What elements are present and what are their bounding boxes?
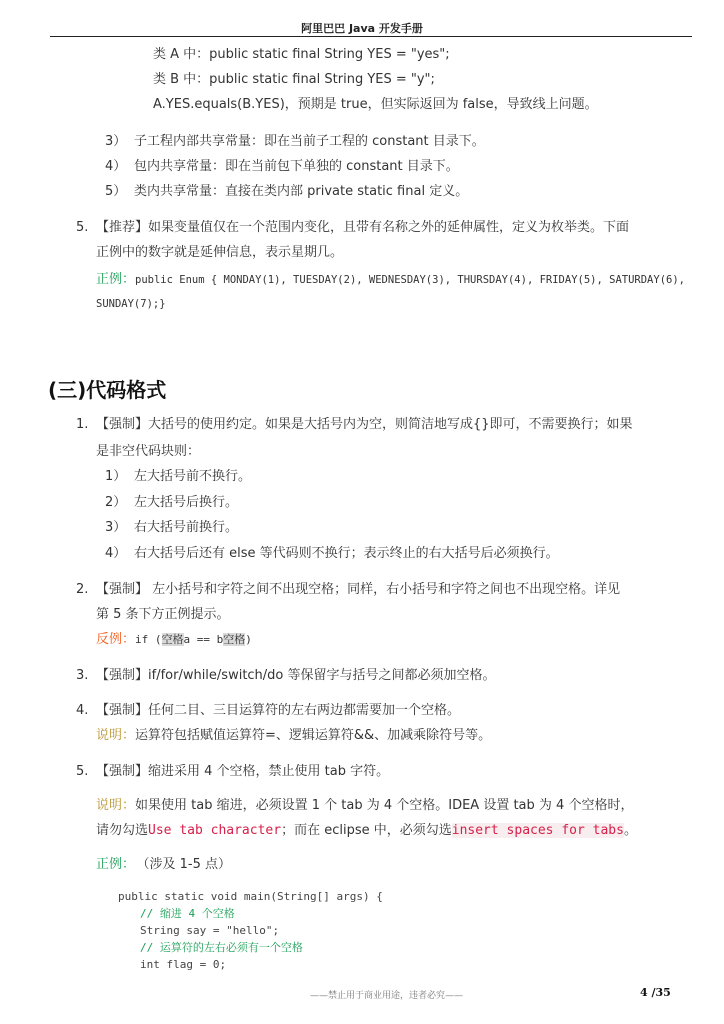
- code-comment: // 运算符的左右必须有一个空格: [140, 941, 303, 954]
- list-item: 包内共享常量：即在当前包下单独的 constant 目录下。: [134, 159, 459, 174]
- note-text: 运算符包括赋值运算符=、逻辑运算符&&、加减乘除符号等。: [135, 728, 492, 743]
- list-item: 类内共享常量：直接在类内部 private static final 定义。: [134, 184, 469, 199]
- note-label: 说明：: [96, 728, 136, 743]
- example-line: 类 A 中：public static final String YES = "yes";: [153, 47, 450, 62]
- example-code: ): [245, 633, 252, 646]
- rule-number: 5.: [76, 220, 89, 235]
- rule-number: 2.: [76, 582, 89, 597]
- list-num: 3）: [105, 134, 127, 149]
- example-line: 类 B 中：public static final String YES = "y";: [153, 72, 435, 87]
- rule-number: 1.: [76, 417, 89, 432]
- list-item: 左大括号前不换行。: [134, 469, 252, 484]
- example-code: public Enum { MONDAY(1), TUESDAY(2), WEDNESDAY(3), THURSDAY(4), FRIDAY(5), SATURDAY(6),: [135, 274, 685, 286]
- space-marker: 空格: [161, 633, 184, 646]
- footer-notice: ——禁止用于商业用途，违者必究——: [310, 991, 464, 1001]
- rule-text: 是非空代码块则：: [96, 444, 201, 459]
- counter-example-label: 反例：: [96, 632, 136, 647]
- rule-number: 3.: [76, 668, 89, 683]
- section-title: (三)代码格式: [48, 378, 167, 402]
- rule-text: 第 5 条下方正例提示。: [96, 607, 230, 622]
- list-num: 3）: [105, 520, 127, 535]
- code-line: public static void main(String[] args) {: [118, 890, 383, 903]
- list-item: 子工程内部共享常量：即在当前子工程的 constant 目录下。: [134, 134, 485, 149]
- rule-number: 5.: [76, 764, 89, 779]
- rule-text: 【强制】 左小括号和字符之间不出现空格；同样，右小括号和字符之间也不出现空格。详见: [96, 582, 621, 597]
- page-number: 4 /35: [640, 986, 671, 999]
- list-num: 4）: [105, 546, 127, 561]
- inline-code: insert spaces for tabs: [451, 823, 624, 838]
- rule-text: 【强制】任何二目、三目运算符的左右两边都需要加一个空格。: [96, 703, 461, 718]
- list-item: 右大括号前换行。: [134, 520, 239, 535]
- rule-text: 【强制】大括号的使用约定。如果是大括号内为空，则简洁地写成{}即可，不需要换行；如果: [96, 417, 633, 432]
- example-line: A.YES.equals(B.YES)，预期是 true，但实际返回为 false，导致线上问题。: [153, 97, 598, 112]
- list-num: 1）: [105, 469, 127, 484]
- code-comment: // 缩进 4 个空格: [140, 907, 235, 920]
- list-num: 4）: [105, 159, 127, 174]
- rule-text: 正例中的数字就是延伸信息，表示星期几。: [96, 245, 344, 260]
- example-code: if (: [135, 633, 162, 646]
- rule-text: 【强制】缩进采用 4 个空格，禁止使用 tab 字符。: [96, 764, 390, 779]
- list-num: 5）: [105, 184, 127, 199]
- example-code: a == b: [183, 633, 224, 646]
- note-text: ；而在 eclipse 中，必须勾选: [281, 823, 452, 838]
- positive-example-label: 正例：: [96, 857, 136, 872]
- rule-text: 【强制】if/for/while/switch/do 等保留字与括号之间都必须加空格。: [96, 668, 496, 683]
- header-divider: [50, 36, 692, 37]
- list-num: 2）: [105, 495, 127, 510]
- example-code: SUNDAY(7);}: [96, 298, 166, 310]
- code-line: String say = "hello";: [140, 924, 280, 937]
- space-marker: 空格: [223, 633, 246, 646]
- inline-code: Use tab character: [148, 823, 282, 838]
- note-text: 。: [623, 823, 637, 838]
- code-line: int flag = 0;: [140, 958, 227, 971]
- note-text: 请勿勾选: [96, 823, 149, 838]
- page-header: 阿里巴巴 Java 开发手册: [301, 22, 423, 35]
- rule-text: 【推荐】如果变量值仅在一个范围内变化，且带有名称之外的延伸属性，定义为枚举类。下面: [96, 220, 630, 235]
- rule-number: 4.: [76, 703, 89, 718]
- positive-example-label: 正例：: [96, 272, 136, 287]
- note-label: 说明：: [96, 798, 136, 813]
- list-item: 右大括号后还有 else 等代码则不换行；表示终止的右大括号后必须换行。: [134, 546, 559, 561]
- note-text: 如果使用 tab 缩进，必须设置 1 个 tab 为 4 个空格。IDEA 设置 tab 为 4 个空格时，: [135, 798, 634, 813]
- example-note: （涉及 1-5 点）: [143, 857, 232, 872]
- list-item: 左大括号后换行。: [134, 495, 239, 510]
